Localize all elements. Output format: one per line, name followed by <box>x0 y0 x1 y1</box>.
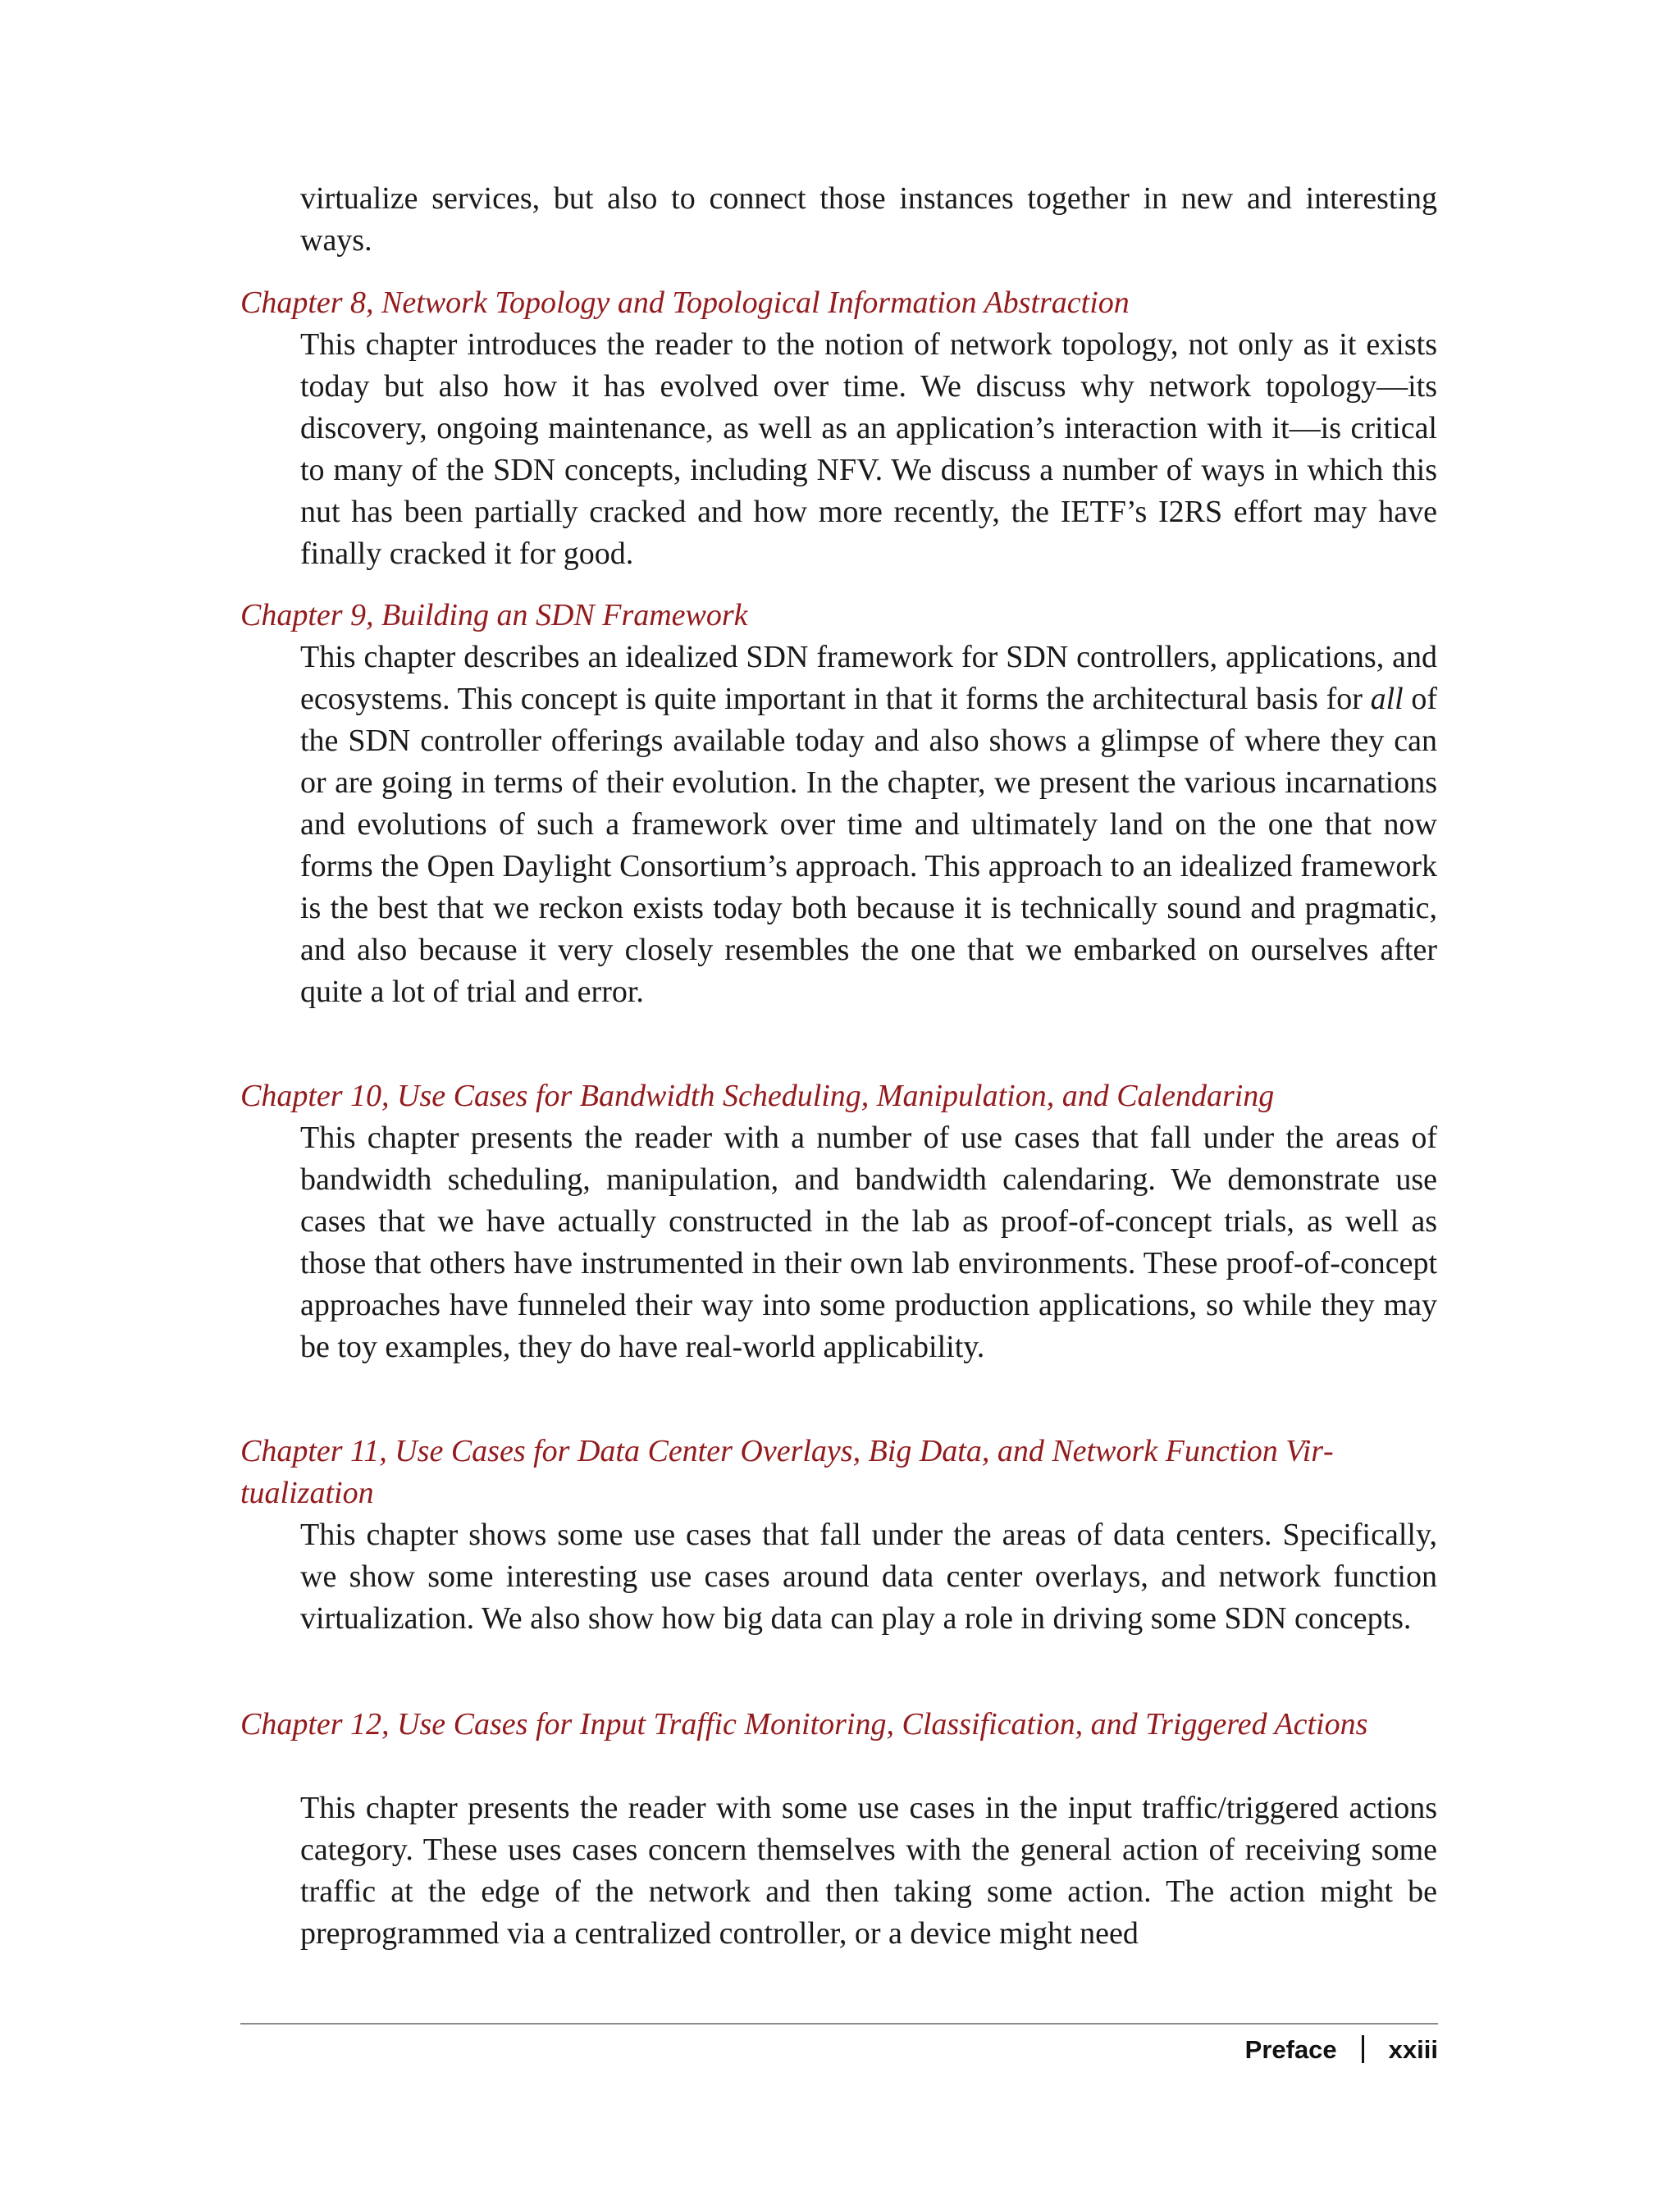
chapter-8-heading: Chapter 8, Network Topology and Topological Information Abstraction <box>240 285 1130 320</box>
chapter-9-heading: Chapter 9, Building an SDN Framework <box>240 598 748 632</box>
chapter-9-text-end: of the SDN controller offerings available today and also shows a glimpse of where they can or are going in terms of their evolution. In the chapter, we present the various incarnations and evolutions of such a framework over time and ultimately land on the one that now forms the Open Daylight Consortium’s approach. This approach to an idealized framework is the best that we reckon exists today both because it is technically sound and pragmatic, and also because it very closely resembles the one that we embarked on ourselves after quite a lot of trial and error. <box>300 682 1437 1009</box>
intro-paragraph: virtualize services, but also to connect those instances together in new and interesting ways. <box>300 181 1437 258</box>
footer-section-title: Preface <box>1244 2035 1337 2064</box>
chapter-10-heading: Chapter 10, Use Cases for Bandwidth Scheduling, Manipulation, and Calendaring <box>240 1079 1275 1113</box>
chapter-9-text-start: This chapter describes an idealized SDN framework for SDN controllers, applications, and ecosystems. This concept is quite important in that it forms the architectural basis for <box>300 640 1437 716</box>
page-number: xxiii <box>1388 2035 1438 2064</box>
chapter-11-description: This chapter shows some use cases that fall under the areas of data centers. Specifically, we show some interesting use cases around data center overlays, and network function virtualization. We also show how big data can play a role in driving some SDN concepts. <box>300 1518 1437 1636</box>
chapter-11-heading: Chapter 11, Use Cases for Data Center Overlays, Big Data, and Network Function Virtualization <box>240 1434 1334 1510</box>
chapter-12-description: This chapter presents the reader with some use cases in the input traffic/triggered actions category. These uses cases concern themselves with the general action of receiving some traffic at the edge of the network and then taking some action. The action might be preprogrammed via a centralized controller, or a device might need <box>300 1791 1437 1951</box>
chapter-9-emphasis: all <box>1370 682 1404 716</box>
footer-divider <box>240 2023 1438 2025</box>
chapter-10-description: This chapter presents the reader with a number of use cases that fall under the areas of bandwidth scheduling, manipulation, and bandwidth calendaring. We demonstrate use cases that we have actually constructed in the lab as proof-of-concept trials, as well as those that others have instrumented in their own lab environments. These proof-of-concept approaches have funneled their way into some production applications, so while they may be toy examples, they do have real-world applicability. <box>300 1121 1437 1364</box>
footer-separator <box>1362 2035 1364 2063</box>
chapter-12-heading: Chapter 12, Use Cases for Input Traffic Monitoring, Classification, and Triggered Actions <box>240 1707 1368 1742</box>
chapter-8-description: This chapter introduces the reader to the notion of network topology, not only as it exists today but also how it has evolved over time. We discuss why network topology—its discovery, ongoing maintenance, as well as an application’s interaction with it—is critical to many of the SDN concepts, including NFV. We discuss a number of ways in which this nut has been partially cracked and how more recently, the IETF’s I2RS effort may have finally cracked it for good. <box>300 327 1437 571</box>
chapter-9-description <box>300 637 1437 1013</box>
page-footer <box>1245 2029 1438 2070</box>
